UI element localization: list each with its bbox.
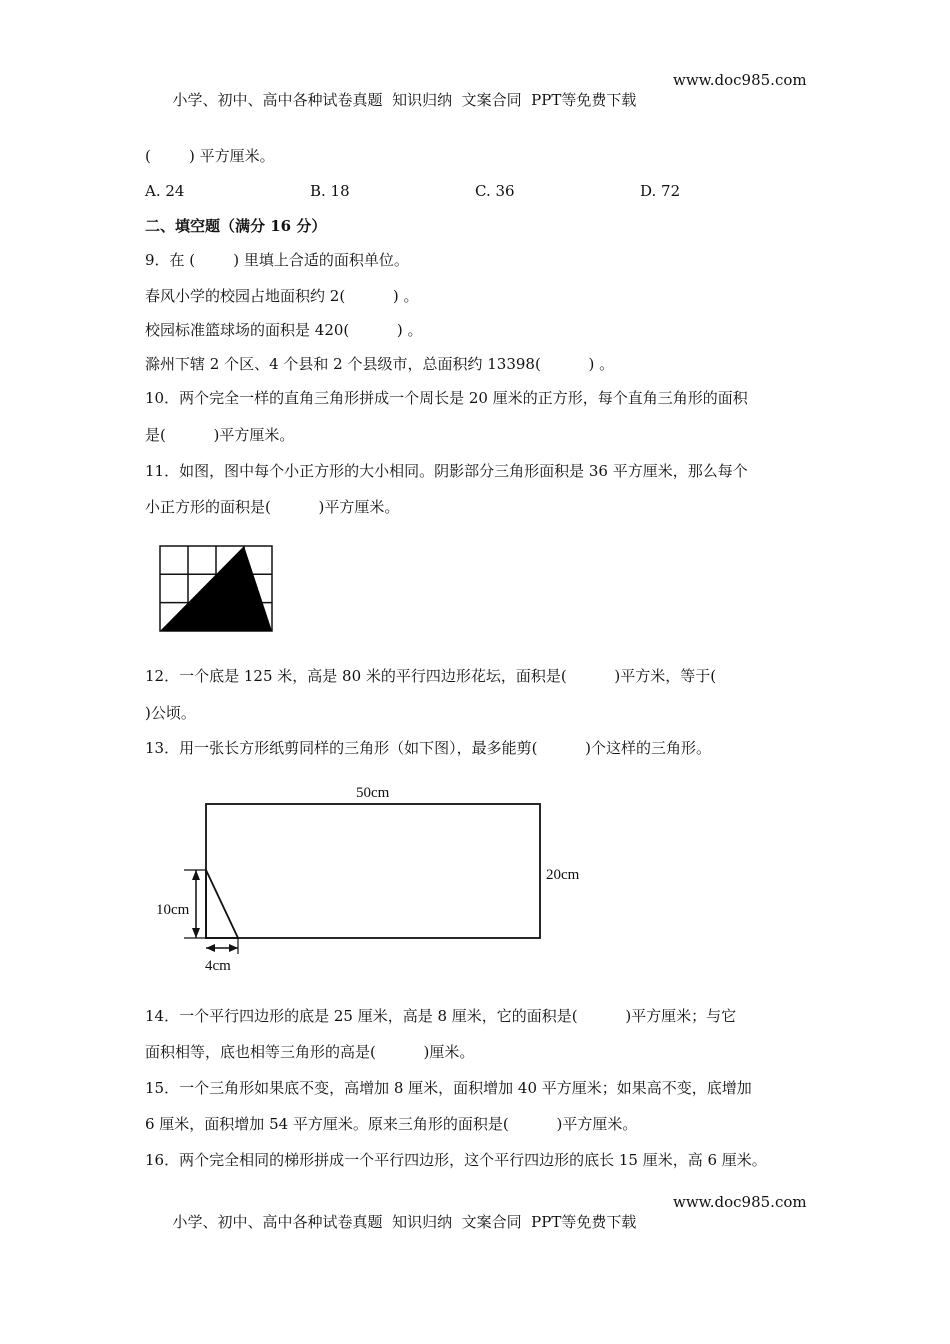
q13-line: 13．用一张长方形纸剪同样的三角形（如下图），最多能剪( )个这样的三角形。: [145, 739, 711, 757]
q16-line-1: 16．两个完全相同的梯形拼成一个平行四边形，这个平行四边形的底长 15 厘米，高 6 厘米。: [145, 1151, 767, 1169]
q13-label-right: 20cm: [546, 867, 580, 883]
header-url: www.doc985.com: [673, 71, 807, 89]
q12-line-2: )公顷。: [145, 704, 196, 722]
q8-tail: ( ) 平方厘米。: [145, 147, 275, 165]
q13-arrowhead-up: [192, 870, 200, 880]
q10-line-2: 是( )平方厘米。: [145, 426, 295, 444]
q13-rectangle-figure: [156, 780, 600, 980]
q14-line-1: 14．一个平行四边形的底是 25 厘米，高是 8 厘米，它的面积是( )平方厘米；与它: [145, 1007, 737, 1025]
q8-option-a: A. 24: [145, 182, 185, 200]
q11-line-1: 11．如图，图中每个小正方形的大小相同。阴影部分三角形面积是 36 平方厘米，那么每个: [145, 462, 748, 480]
page-header: [163, 70, 807, 130]
q9-stem: 9．在 ( ) 里填上合适的面积单位。: [145, 251, 409, 269]
q13-arrowhead-left: [206, 944, 215, 952]
section-title: 二、填空题（满分 16 分）: [145, 217, 327, 235]
header-text: 小学、初中、高中各种试卷真题 知识归纳 文案合同 PPT等免费下载: [172, 91, 637, 109]
q13-small-triangle: [206, 870, 238, 938]
q13-label-top: 50cm: [356, 785, 390, 801]
q9-line-1: 春风小学的校园占地面积约 2( ) 。: [145, 287, 419, 305]
q15-line-2: 6 厘米，面积增加 54 平方厘米。原来三角形的面积是( )平方厘米。: [145, 1115, 638, 1133]
q9-line-3: 滁州下辖 2 个区、4 个县和 2 个县级市，总面积约 13398( ) 。: [145, 355, 615, 373]
q13-arrowhead-right: [229, 944, 238, 952]
q11-grid-figure: [159, 545, 275, 634]
q12-line-1: 12．一个底是 125 米，高是 80 米的平行四边形花坛，面积是( )平方米，等于(: [145, 667, 717, 685]
q13-label-left: 10cm: [156, 902, 190, 918]
q13-arrowhead-down: [192, 928, 200, 938]
q9-line-2: 校园标准篮球场的面积是 420( ) 。: [145, 321, 423, 339]
footer-url: www.doc985.com: [673, 1193, 807, 1211]
q8-option-b: B. 18: [310, 182, 350, 200]
q11-line-2: 小正方形的面积是( )平方厘米。: [145, 498, 400, 516]
q15-line-1: 15．一个三角形如果底不变，高增加 8 厘米，面积增加 40 平方厘米；如果高不变，底增加: [145, 1079, 752, 1097]
footer-text: 小学、初中、高中各种试卷真题 知识归纳 文案合同 PPT等免费下载: [172, 1213, 637, 1231]
q10-line-1: 10．两个完全一样的直角三角形拼成一个周长是 20 厘米的正方形，每个直角三角形的面积: [145, 389, 748, 407]
q14-line-2: 面积相等，底也相等三角形的高是( )厘米。: [145, 1043, 475, 1061]
q8-option-c: C. 36: [475, 182, 515, 200]
page-footer: [163, 1192, 807, 1252]
q13-label-bottom: 4cm: [205, 958, 231, 974]
q8-option-d: D. 72: [640, 182, 681, 200]
q13-rectangle: [206, 804, 540, 938]
